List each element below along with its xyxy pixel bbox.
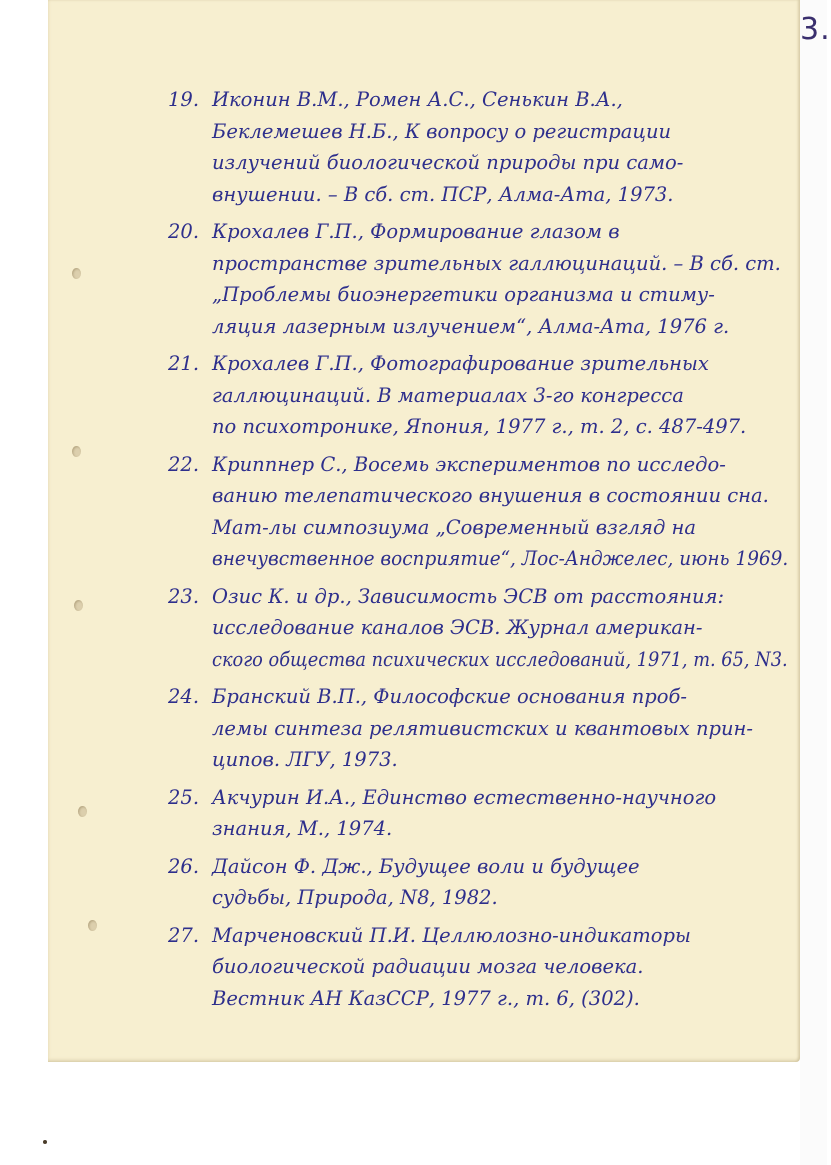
reference-line: Акчурин И.А., Единство естественно-научного — [212, 785, 717, 809]
binder-hole — [88, 920, 97, 931]
reference-entry — [168, 851, 788, 914]
reference-line: ванию телепатического внушения в состоянии сна. — [212, 484, 769, 507]
reference-number: 26. — [168, 854, 200, 878]
reference-line: Вестник АН КазССР, 1977 г., т. 6, (302). — [212, 986, 640, 1010]
reference-line: пространстве зрительных галлюцинаций. – В сб. ст. — [212, 251, 781, 275]
reference-number: 25. — [168, 785, 200, 809]
reference-line: по психотронике, Япония, 1977 г., т. 2, с. 487-497. — [212, 415, 747, 438]
reference-line: внечувственное восприятие“, Лос-Анджелес, июнь 1969. — [212, 547, 789, 570]
reference-line: галлюцинаций. В материалах 3-го конгресса — [212, 383, 684, 407]
scan-margin — [800, 0, 827, 1165]
reference-entry — [168, 449, 788, 575]
reference-line: „Проблемы биоэнергетики организма и стиму- — [212, 283, 715, 306]
reference-number: 19. — [168, 88, 200, 111]
reference-text — [212, 920, 788, 1015]
reference-text — [212, 84, 788, 210]
reference-entry — [168, 84, 788, 210]
reference-entry — [168, 681, 788, 776]
reference-line: излучений биологической природы при само- — [212, 151, 684, 174]
binder-hole — [72, 268, 81, 279]
reference-line: биологической радиации мозга человека. — [212, 955, 644, 978]
reference-number: 24. — [168, 685, 200, 708]
reference-line: Озис К. и др., Зависимость ЭСВ от расстояния: — [212, 584, 725, 608]
reference-text — [212, 449, 788, 575]
ink-speck — [43, 1140, 47, 1144]
reference-line: ляция лазерным излучением“, Алма-Ата, 1976 г. — [212, 314, 730, 338]
reference-line: Бранский В.П., Философские основания проб- — [212, 685, 687, 708]
binder-hole — [74, 600, 83, 611]
reference-line: Марченовский П.И. Целлюлозно-индикаторы — [212, 923, 691, 947]
reference-line: исследование каналов ЭСВ. Журнал американ- — [212, 616, 703, 639]
binder-hole — [72, 446, 81, 457]
reference-line: судьбы, Природа, N8, 1982. — [212, 886, 498, 909]
reference-entry — [168, 782, 788, 845]
reference-line: Крохалев Г.П., Формирование глазом в — [212, 220, 620, 243]
reference-text — [212, 782, 788, 845]
reference-line: Иконин В.М., Ромен А.С., Сенькин В.А., — [212, 88, 623, 111]
reference-text — [212, 581, 788, 676]
reference-line: лемы синтеза релятивистских и квантовых прин- — [212, 716, 753, 740]
reference-entry — [168, 581, 788, 676]
reference-line: Крохалев Г.П., Фотографирование зрительных — [212, 352, 709, 375]
reference-number: 20. — [168, 220, 200, 243]
reference-entry — [168, 920, 788, 1015]
reference-line: ципов. ЛГУ, 1973. — [212, 748, 398, 771]
reference-line: Криппнер С., Восемь экспериментов по исследо- — [212, 452, 726, 476]
reference-line: знания, М., 1974. — [212, 817, 393, 840]
reference-number: 21. — [168, 352, 200, 375]
reference-line: ского общества психических исследований, 1971, т. 65, N3. — [212, 647, 788, 671]
page-number: 3. — [800, 12, 831, 47]
reference-line: Беклемешев Н.Б., К вопросу о регистрации — [212, 119, 672, 143]
reference-entry — [168, 216, 788, 342]
reference-text — [212, 851, 788, 914]
reference-list — [168, 84, 788, 1020]
reference-line: внушении. – В сб. ст. ПСР, Алма-Ата, 1973. — [212, 182, 674, 206]
reference-text — [212, 348, 788, 443]
reference-number: 22. — [168, 452, 200, 476]
binder-hole — [78, 806, 87, 817]
reference-entry — [168, 348, 788, 443]
reference-number: 23. — [168, 584, 200, 608]
reference-number: 27. — [168, 923, 200, 947]
reference-line: Мат-лы симпозиума „Современный взгляд на — [212, 515, 696, 539]
reference-text — [212, 681, 788, 776]
reference-line: Дайсон Ф. Дж., Будущее воли и будущее — [212, 854, 640, 878]
reference-text — [212, 216, 788, 342]
